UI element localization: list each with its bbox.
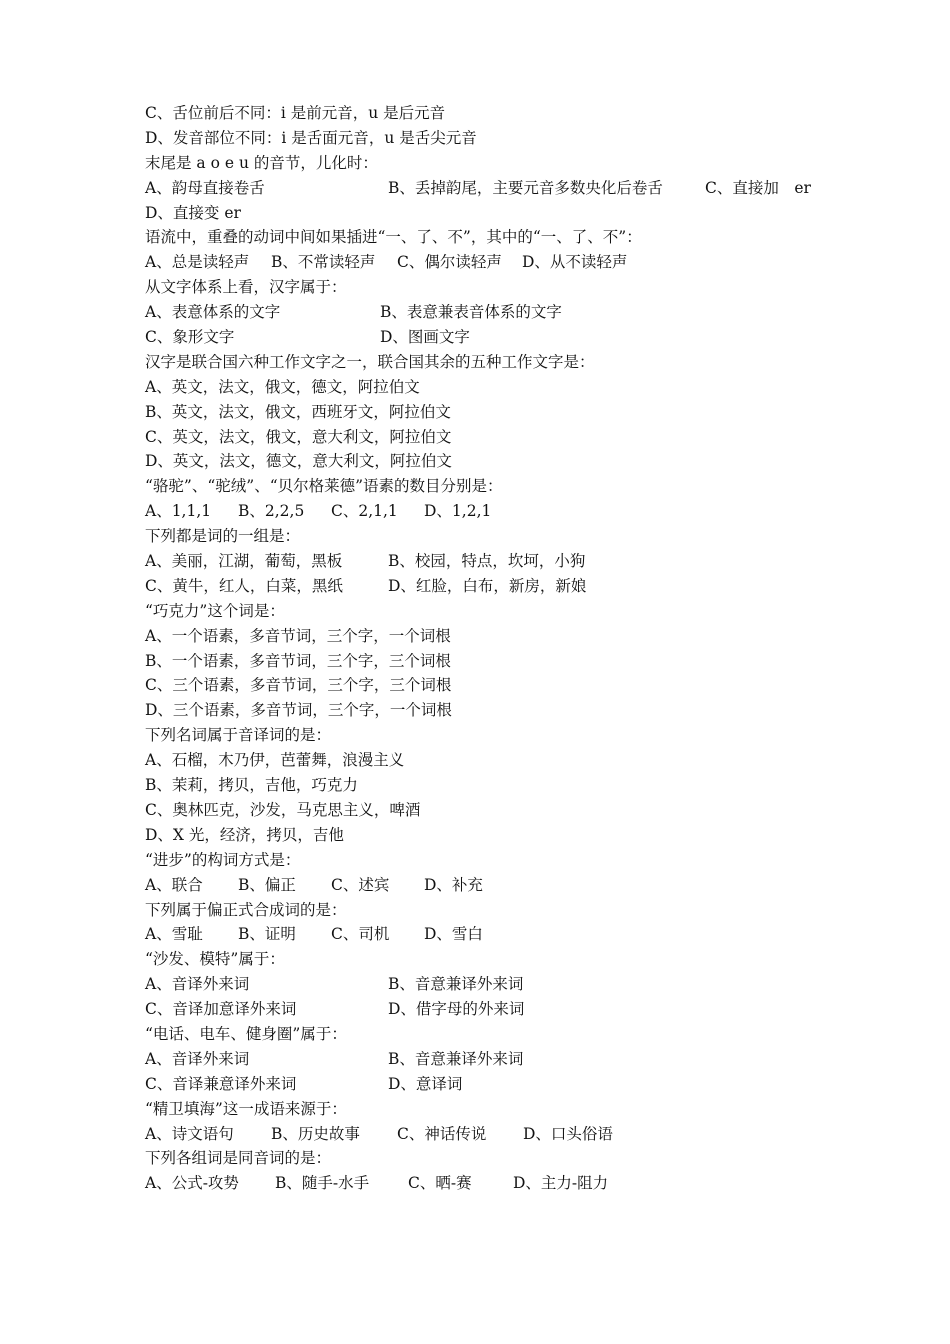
text-line (145, 300, 845, 325)
line-text: “电话、电车、健身圈”属于： (145, 1024, 347, 1043)
option-text: C、2,1,1 (331, 502, 398, 521)
line-text: D、发音部位不同：i 是舌面元音，u 是舌尖元音 (145, 128, 477, 147)
option-text: D、红脸，白布，新房，新娘 (388, 576, 587, 595)
option-text: B、证明 (238, 925, 296, 944)
text-line (145, 400, 845, 425)
line-text: A、英文，法文，俄文，德文，阿拉伯文 (145, 377, 420, 396)
option-text: B、不常读轻声 (271, 253, 376, 272)
text-line (145, 375, 845, 400)
text-line (145, 1047, 845, 1072)
text-line (145, 151, 845, 176)
line-text: “进步”的构词方式是： (145, 850, 301, 869)
line-text: 汉字是联合国六种工作文字之一，联合国其余的五种工作文字是： (145, 352, 595, 371)
option-text: D、1,2,1 (424, 502, 492, 521)
option-text: C、音译加意译外来词 (145, 1000, 297, 1019)
option-text: B、音意兼译外来词 (388, 1049, 524, 1068)
option-text: A、雪耻 (145, 925, 203, 944)
text-line (145, 748, 845, 773)
line-text: D、X 光，经济，拷贝，吉他 (145, 825, 344, 844)
text-line (145, 1122, 845, 1147)
text-line (145, 1171, 845, 1196)
text-line (145, 673, 845, 698)
text-line (145, 723, 845, 748)
line-text: A、一个语素，多音节词，三个字，一个词根 (145, 626, 451, 645)
option-text: D、意译词 (388, 1074, 463, 1093)
line-text: 下列名词属于音译词的是： (145, 726, 332, 745)
text-line (145, 474, 845, 499)
option-text: A、表意体系的文字 (145, 303, 281, 322)
option-text: B、校园，特点，坎坷，小狗 (388, 552, 586, 571)
option-text: C、述宾 (331, 875, 390, 894)
line-text: “精卫填海”这一成语来源于： (145, 1099, 347, 1118)
text-line (145, 499, 845, 524)
line-text: 语流中，重叠的动词中间如果插进“一、了、不”，其中的“一、了、不”： (145, 228, 642, 247)
text-line (145, 350, 845, 375)
option-text: B、2,2,5 (238, 502, 305, 521)
text-line (145, 101, 845, 126)
line-text: 末尾是 a o e u 的音节，儿化时： (145, 153, 378, 172)
text-line (145, 1097, 845, 1122)
option-text: C、神话传说 (397, 1124, 487, 1143)
option-text: D、从不读轻声 (522, 253, 628, 272)
text-line (145, 449, 845, 474)
line-text: 下列属于偏正式合成词的是： (145, 900, 347, 919)
option-text: D、口头俗语 (523, 1124, 613, 1143)
text-line (145, 1022, 845, 1047)
text-line (145, 823, 845, 848)
line-text: B、英文，法文，俄文，西班牙文，阿拉伯文 (145, 402, 451, 421)
option-text: B、偏正 (238, 875, 296, 894)
line-text: 下列都是词的一组是： (145, 527, 301, 546)
option-text: D、主力-阻力 (513, 1174, 609, 1193)
line-text: B、一个语素，多音节词，三个字，三个词根 (145, 651, 451, 670)
line-text: “骆驼”、“驼绒”、“贝尔格莱德”语素的数目分别是： (145, 477, 503, 496)
line-text: D、英文，法文，德文，意大利文，阿拉伯文 (145, 452, 452, 471)
text-line (145, 275, 845, 300)
text-line (145, 126, 845, 151)
text-line (145, 898, 845, 923)
text-line (145, 549, 845, 574)
line-text: 下列各组词是同音词的是： (145, 1149, 332, 1168)
option-text: C、黄牛，红人，白菜，黑纸 (145, 576, 343, 595)
text-line (145, 773, 845, 798)
option-text: D、雪白 (424, 925, 483, 944)
option-text: D、借字母的外来词 (388, 1000, 525, 1019)
option-text: B、音意兼译外来词 (388, 975, 524, 994)
option-text: A、诗文语句 (145, 1124, 234, 1143)
line-text: “巧克力”这个词是： (145, 601, 285, 620)
text-line (145, 873, 845, 898)
option-text: A、公式-攻势 (145, 1174, 239, 1193)
text-line (145, 997, 845, 1022)
text-line (145, 624, 845, 649)
text-line (145, 1146, 845, 1171)
line-text: D、三个语素，多音节词，三个字，一个词根 (145, 701, 452, 720)
option-text: B、丢掉韵尾，主要元音多数央化后卷舌 (388, 178, 663, 197)
text-line (145, 599, 845, 624)
text-line (145, 649, 845, 674)
text-line (145, 250, 845, 275)
text-line (145, 425, 845, 450)
option-text: A、1,1,1 (145, 502, 212, 521)
text-line (145, 947, 845, 972)
option-text: C、偶尔读轻声 (397, 253, 502, 272)
option-text: A、联合 (145, 875, 203, 894)
line-text: C、三个语素，多音节词，三个字，三个词根 (145, 676, 452, 695)
option-text: C、象形文字 (145, 328, 235, 347)
document-page (145, 101, 845, 1196)
option-text: A、韵母直接卷舌 (145, 178, 265, 197)
text-line (145, 972, 845, 997)
line-text: A、石榴，木乃伊，芭蕾舞，浪漫主义 (145, 751, 405, 770)
option-text: C、司机 (331, 925, 390, 944)
option-text: B、表意兼表音体系的文字 (380, 303, 562, 322)
text-line (145, 848, 845, 873)
option-text: A、总是读轻声 (145, 253, 250, 272)
text-line (145, 176, 845, 201)
option-text: B、历史故事 (271, 1124, 360, 1143)
text-line (145, 798, 845, 823)
text-line (145, 922, 845, 947)
text-line (145, 225, 845, 250)
line-text: C、奥林匹克，沙发，马克思主义，啤酒 (145, 800, 421, 819)
option-text: C、音译兼意译外来词 (145, 1074, 297, 1093)
option-text: A、音译外来词 (145, 1049, 250, 1068)
option-text: D、补充 (424, 875, 483, 894)
option-text: B、随手-水手 (275, 1174, 370, 1193)
line-text: “沙发、模特”属于： (145, 950, 285, 969)
text-line (145, 201, 845, 226)
text-line (145, 524, 845, 549)
line-text: B、茉莉，拷贝，吉他，巧克力 (145, 776, 358, 795)
text-line (145, 325, 845, 350)
option-text: A、美丽，江湖，葡萄，黑板 (145, 552, 343, 571)
option-text: C、晒-赛 (408, 1174, 472, 1193)
line-text: C、英文，法文，俄文，意大利文，阿拉伯文 (145, 427, 452, 446)
text-line (145, 574, 845, 599)
option-text: D、图画文字 (380, 328, 470, 347)
line-text: C、舌位前后不同：i 是前元音，u 是后元音 (145, 104, 446, 122)
text-line (145, 698, 845, 723)
line-text: 从文字体系上看，汉字属于： (145, 278, 347, 297)
option-text: C、直接加 er (705, 178, 811, 197)
text-line (145, 1072, 845, 1097)
option-text: A、音译外来词 (145, 975, 250, 994)
line-text: D、直接变 er (145, 203, 241, 222)
